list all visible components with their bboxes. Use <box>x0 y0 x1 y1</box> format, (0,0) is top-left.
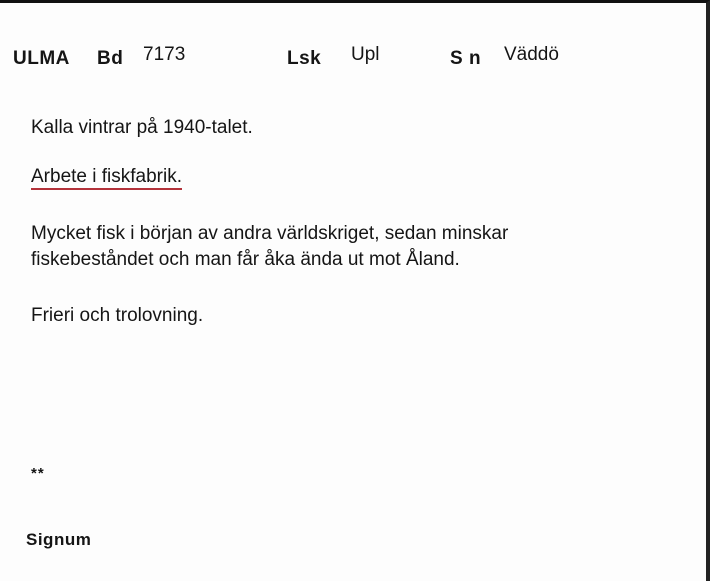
lsk-label: Lsk <box>287 48 322 69</box>
note-winters: Kalla vintrar på 1940-talet. <box>31 117 253 138</box>
note-work <box>31 164 651 190</box>
stars-marker: ** <box>31 465 45 482</box>
bd-label: Bd <box>97 48 124 69</box>
note-courtship: Frieri och trolovning. <box>31 305 204 326</box>
sn-label: S n <box>450 48 482 69</box>
note-fishing: Mycket fisk i början av andra världskriget, sedan minskar fiskebeståndet och man får åka ända ut mot Åland. <box>31 223 509 270</box>
sn-value: Väddö <box>504 44 559 65</box>
signum-label: Signum <box>26 530 92 549</box>
bd-value: 7173 <box>143 44 186 65</box>
archive-label: ULMA <box>13 48 70 69</box>
note-work-text: Arbete i fiskfabrik. <box>31 166 182 190</box>
lsk-value: Upl <box>351 44 380 65</box>
